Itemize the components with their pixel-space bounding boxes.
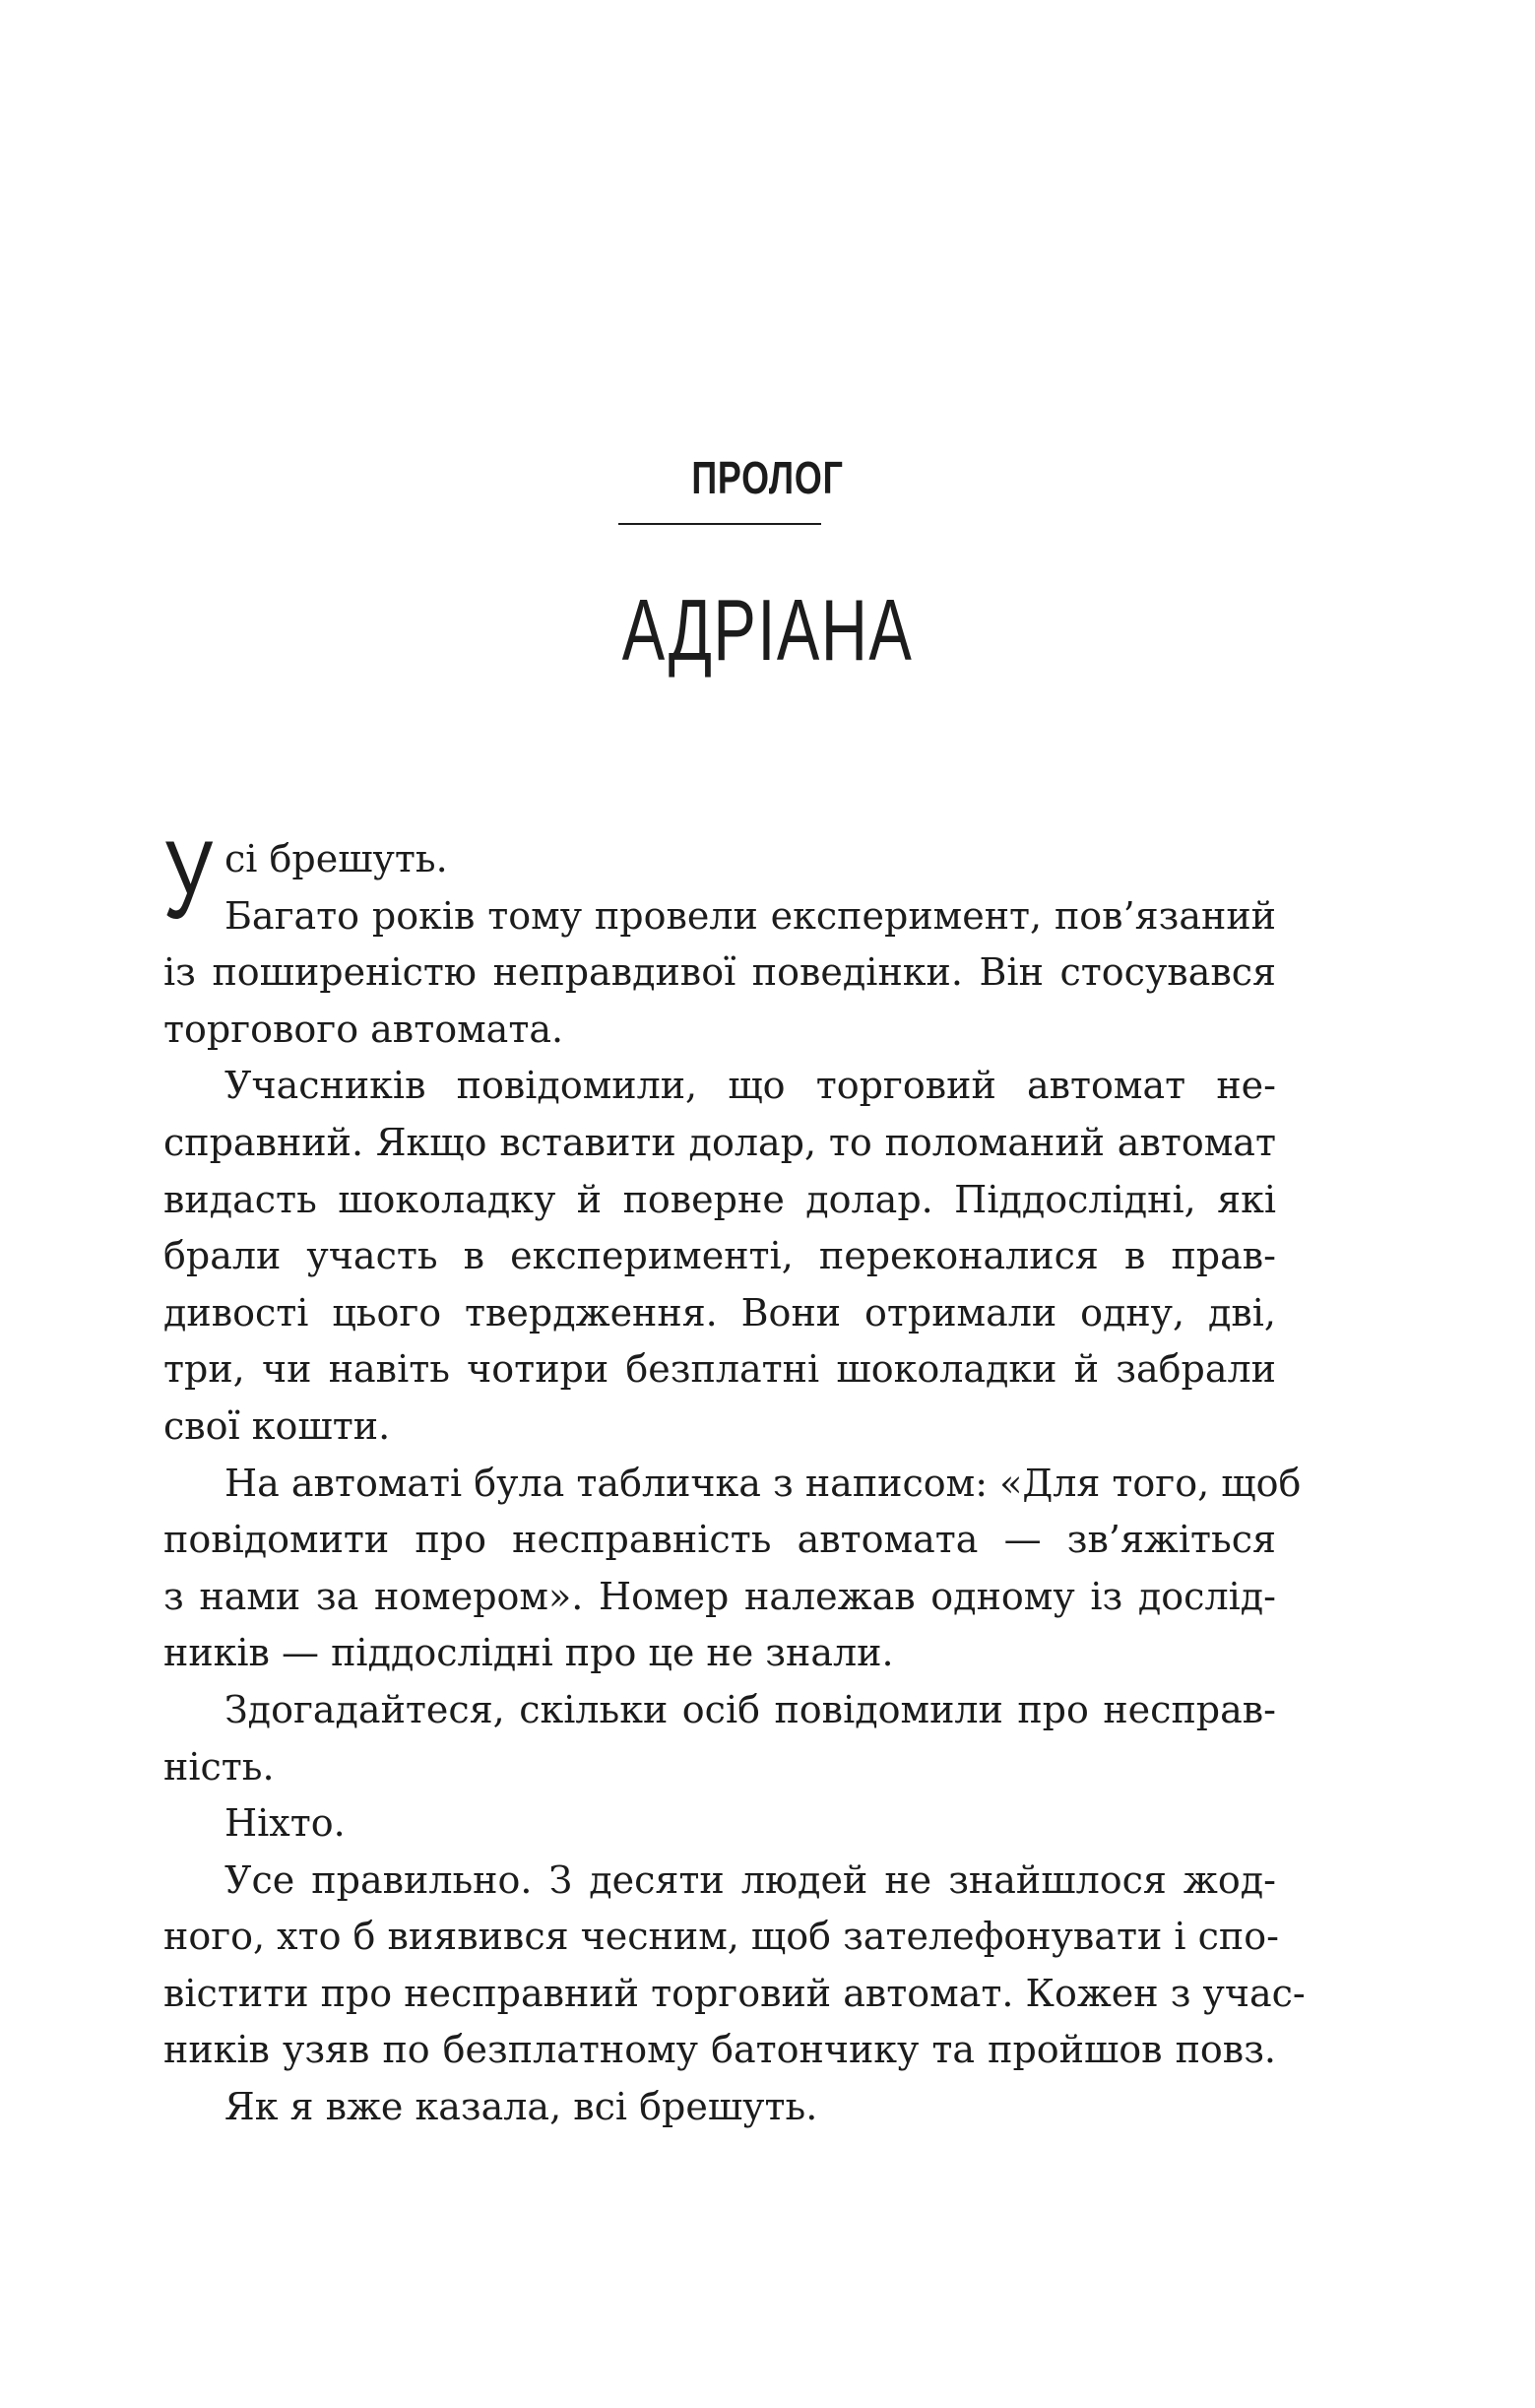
text-line: видасть шоколадку й поверне долар. Піддослідні, які xyxy=(163,1177,1276,1221)
text-line: Ніхто. xyxy=(224,1801,346,1846)
text-line: Учасників повідомили, що торговий автомат не- xyxy=(224,1064,1276,1108)
text-line: ників — піддослідні про це не знали. xyxy=(163,1631,894,1675)
text-line: три, чи навіть чотири безплатні шоколадки й забрали xyxy=(163,1347,1276,1392)
text-line: із поширеністю неправдивої поведінки. Він стосувався xyxy=(163,950,1276,995)
text-line: повідомити про несправність автомата — зв’яжіться xyxy=(163,1518,1276,1562)
body-text xyxy=(163,818,1306,2136)
text-line: Як я вже казала, всі брешуть. xyxy=(224,2085,818,2129)
section-divider xyxy=(618,523,821,525)
text-line: ного, хто б виявився чесним, щоб зателефонувати і спо- xyxy=(163,1915,1279,1959)
text-line: дивості цього твердження. Вони отримали одну, дві, xyxy=(163,1290,1276,1334)
text-line: вістити про несправний торговий автомат. Кожен з учас- xyxy=(163,1971,1306,2015)
text-line: брали участь в експерименті, переконалися в прав- xyxy=(163,1234,1276,1278)
text-line: ників узяв по безплатному батончику та пройшов повз. xyxy=(163,2028,1276,2072)
text-line: свої кошти. xyxy=(163,1403,391,1448)
text-line: ність. xyxy=(163,1744,275,1789)
text-line-content: сі брешуть. xyxy=(224,837,448,880)
chapter-title: АДРІАНА xyxy=(621,581,914,679)
text-line: з нами за номером». Номер належав одному із дослід- xyxy=(163,1574,1276,1618)
section-label: ПРОЛОГ xyxy=(691,452,844,503)
text-line: Багато років тому провели експеримент, пов’язаний xyxy=(224,893,1276,938)
text-line: торгового автомата. xyxy=(163,1007,564,1051)
text-line: На автоматі була табличка з написом: «Для того, щоб xyxy=(224,1461,1302,1505)
drop-cap: У xyxy=(163,818,213,942)
text-line: справний. Якщо вставити долар, то поломаний автомат xyxy=(163,1120,1276,1164)
text-line: Здогадайтеся, скільки осіб повідомили про несправ- xyxy=(224,1687,1276,1731)
text-line: Усе правильно. З десяти людей не знайшлося жод- xyxy=(224,1857,1276,1902)
